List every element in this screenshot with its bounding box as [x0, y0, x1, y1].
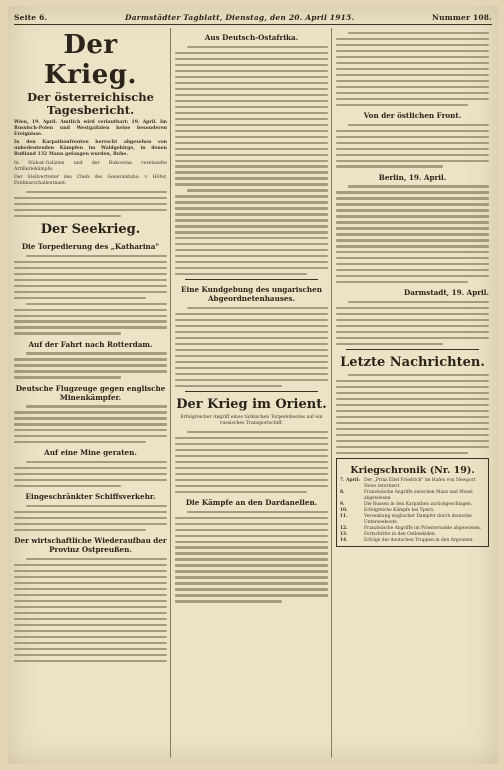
list-item: 7. April: Der „Prinz Eitel Friedrich" im Hafen von Newport News interniert. [340, 477, 476, 489]
section-heading-orient: Der Krieg im Orient. [176, 396, 327, 412]
article-body [14, 405, 167, 443]
article-body [14, 505, 167, 531]
article-body [14, 461, 167, 487]
heading-mine: Auf eine Mine geraten. [44, 448, 137, 458]
heading-berlin: Berlin, 19. April. [378, 172, 447, 182]
section-heading-letzte: Letzte Nachrichten. [340, 355, 485, 371]
article-body [14, 352, 167, 378]
article-body [14, 558, 167, 662]
heading-oestliche-front: Von der östlichen Front. [363, 110, 462, 120]
section-heading-seekrieg: Der Seekrieg. [40, 221, 141, 237]
article-body [336, 301, 489, 345]
list-item: 8. Französische Angriffe zwischen Maas und Mosel abgewiesen. [340, 489, 473, 501]
list-item: 9. Die Russen in den Karpathen zurückgeschlagen. [340, 501, 473, 507]
column-2 [175, 28, 332, 758]
article-body [336, 32, 489, 106]
orient-subheading: Erfolgreicher Angriff eines türkischen Torpedobootes auf ein russisches Transportschiff. [180, 414, 323, 426]
article-body [175, 307, 328, 387]
heading-flugzeuge: Deutsche Flugzeuge gegen englische Minenkämpfer. [15, 383, 166, 402]
article-body [175, 46, 328, 276]
newspaper-page [8, 6, 498, 764]
issue-number: Nummer 108. [432, 12, 492, 22]
chronik-list [340, 478, 485, 544]
list-item: 12. Französische Angriffe im Priesterwalde abgewiesen. [340, 525, 482, 531]
heading-wirtschaft: Der wirtschaftliche Wiederaufbau der Provinz Ostpreußen. [14, 536, 167, 555]
heading-kundgebung: Eine Kundgebung des ungarischen Abgeordnetenhauses. [181, 285, 322, 304]
report-signature: Der Stellvertreter des Chefs des Generalstabs: v. Höfer, Feldmarschalleutnant. [14, 174, 167, 186]
article-body [175, 511, 328, 603]
heading-schiffsverkehr: Eingeschränkter Schiffsverkehr. [25, 492, 156, 502]
report-lead: Wien, 19. April. Amtlich wird verlautbart: 19. April. Im Russisch-Polen und Westgalizien keine besonderen Ereignisse. [14, 120, 167, 138]
article-body [14, 255, 167, 335]
list-item: 10. Erfolgreiche Kämpfe bei Ypern. [340, 507, 435, 513]
article-body [175, 431, 328, 493]
article-body [336, 185, 489, 283]
list-item: 13. Fortschritte in den Ostbeskiden. [340, 531, 437, 537]
heading-fahrt: Auf der Fahrt nach Rotterdam. [28, 339, 153, 349]
main-headline: Der Krieg. [44, 30, 137, 90]
page-number: Seite 6. [14, 12, 48, 22]
report-lead-3: In Südost-Galizien und der Bukowina vereinzelte Artilleriekämpfe. [14, 160, 167, 172]
list-item: 11. Versenkung englischer Dampfer durch deutsche Unterseeboote. [340, 513, 472, 525]
list-item: 14. Erfolge der deutschen Truppen in den Argonnen. [340, 537, 474, 543]
article-body [14, 191, 167, 217]
column-1 [14, 28, 171, 758]
chronik-title: Kriegschronik (Nr. 19). [350, 464, 475, 476]
heading-ostafrika: Aus Deutsch-Ostafrika. [204, 33, 299, 42]
heading-torpedierung: Die Torpedierung des „Katharina" [21, 241, 160, 251]
column-3 [336, 28, 492, 758]
heading-dardanellen: Die Kämpfe an den Dardanellen. [185, 497, 318, 507]
kriegschronik-box [336, 458, 489, 547]
article-body [336, 124, 489, 168]
main-subheadline: Der österreichische Tagesbericht. [27, 90, 154, 117]
heading-darmstadt: Darmstadt, 19. April. [403, 288, 489, 298]
page-header [14, 10, 492, 25]
article-body [336, 374, 489, 454]
newspaper-title: Darmstädter Tagblatt, Dienstag, den 20. April 1915. [125, 12, 355, 22]
report-lead-2: In den Karpathenfronten herrscht abgesehen von unbedeutenden Kämpfen im Waldgebirge, in denen Rußland 132 Mann gefangen wurden, Ruhe. [14, 140, 167, 158]
